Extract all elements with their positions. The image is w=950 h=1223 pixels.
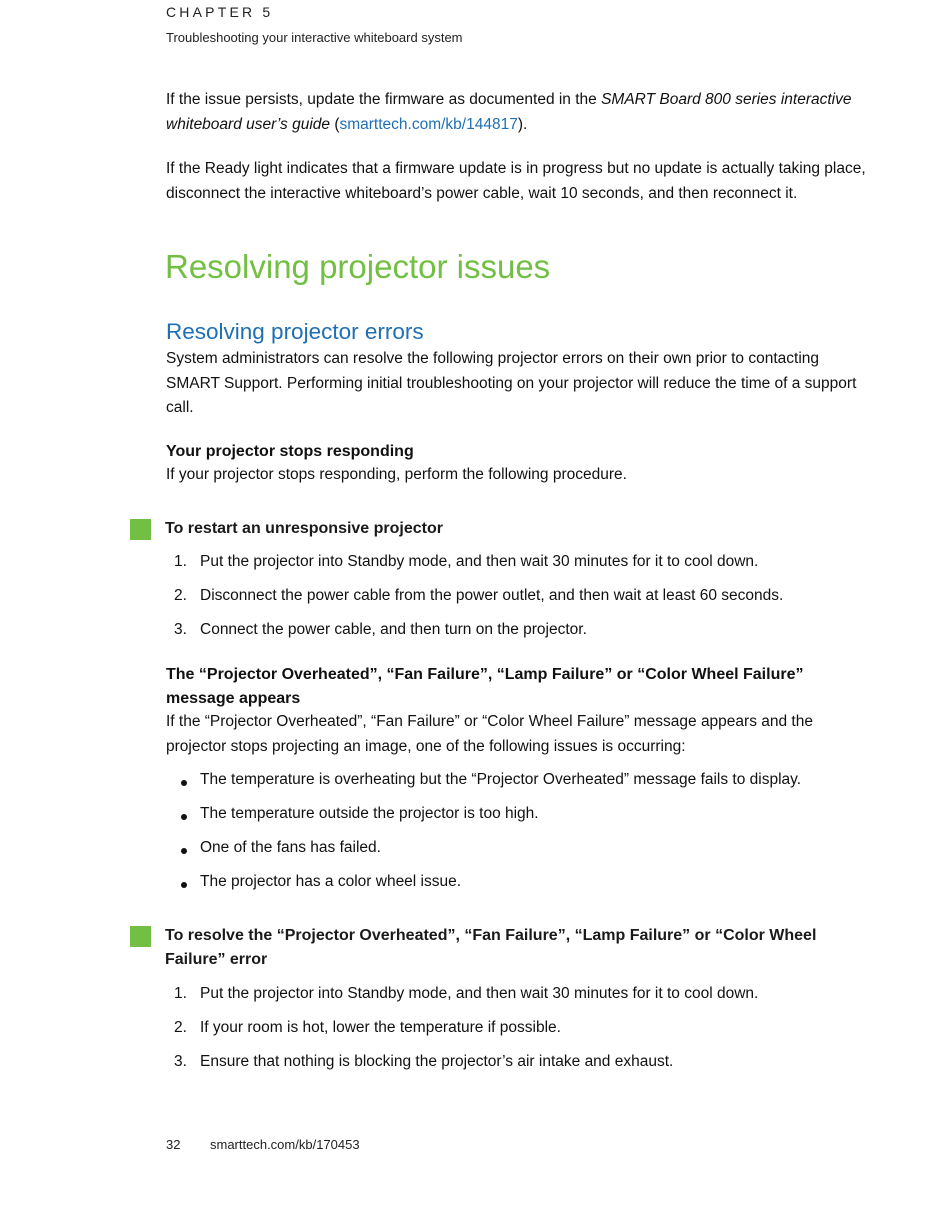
restart-procedure-title: To restart an unresponsive projector <box>165 520 443 537</box>
firmware-guide-link[interactable]: smarttech.com/kb/144817 <box>339 115 518 133</box>
list-item <box>166 802 866 836</box>
list-item <box>166 618 866 652</box>
step-text: Put the projector into Standby mode, and then wait 30 minutes for it to cool down. <box>200 553 759 570</box>
procedure-marker-icon <box>130 519 151 540</box>
bullet-text: The temperature is overheating but the “Projector Overheated” message fails to display. <box>200 771 802 788</box>
step-text: Connect the power cable, and then turn on the projector. <box>200 621 587 638</box>
ready-light-paragraph: If the Ready light indicates that a firmware update is in progress but no update is actually taking place, disconnect the interactive whiteboard’s power cable, wait 10 seconds, and then reconnect it. <box>166 160 866 202</box>
firmware-paragraph <box>166 88 866 137</box>
chapter-title: Troubleshooting your interactive whiteboard system <box>166 30 463 45</box>
users-guide-title: SMART Board 800 series interactive whiteboard user’s guide <box>166 91 852 133</box>
chapter-label: CHAPTER 5 <box>166 4 274 20</box>
restart-steps-list <box>166 550 866 652</box>
list-item <box>166 836 866 870</box>
step-text: Put the projector into Standby mode, and then wait 30 minutes for it to cool down. <box>200 985 759 1002</box>
bullet-icon <box>181 814 187 820</box>
step-number: 2. <box>174 587 187 604</box>
step-number: 2. <box>174 1019 187 1036</box>
bullet-text: The projector has a color wheel issue. <box>200 873 462 890</box>
resolve-steps-list <box>166 982 866 1084</box>
step-number: 3. <box>174 1053 187 1070</box>
overheated-heading: The “Projector Overheated”, “Fan Failure”, “Lamp Failure” or “Color Wheel Failure” message appears <box>166 666 804 707</box>
footer-url: smarttech.com/kb/170453 <box>210 1137 360 1152</box>
firmware-text-before: If the issue persists, update the firmware as documented in the <box>166 91 602 108</box>
section-intro-paragraph: System administrators can resolve the following projector errors on their own prior to contacting SMART Support. Performing initial troubleshooting on your projector will reduce the time of a support call. <box>166 350 857 416</box>
step-text: Ensure that nothing is blocking the projector’s air intake and exhaust. <box>200 1053 674 1070</box>
list-item <box>166 1016 866 1050</box>
list-item <box>166 982 866 1016</box>
list-item <box>166 1050 866 1084</box>
step-number: 3. <box>174 621 187 638</box>
page-number: 32 <box>166 1137 181 1152</box>
section-heading: Resolving projector issues <box>165 248 551 285</box>
procedure-marker-icon <box>130 926 151 947</box>
bullet-icon <box>181 848 187 854</box>
list-item <box>166 768 866 802</box>
step-text: If your room is hot, lower the temperature if possible. <box>200 1019 561 1036</box>
stops-responding-heading: Your projector stops responding <box>166 443 414 460</box>
list-item <box>166 550 866 584</box>
firmware-text-after: ). <box>517 115 528 133</box>
step-number: 1. <box>174 985 187 1002</box>
list-item <box>166 584 866 618</box>
bullet-icon <box>181 780 187 786</box>
stops-responding-text: If your projector stops responding, perform the following procedure. <box>166 466 627 483</box>
issues-bullet-list <box>166 768 866 904</box>
overheated-text: If the “Projector Overheated”, “Fan Failure” or “Color Wheel Failure” message appears and the projector stops projecting an image, one of the following issues is occurring: <box>166 713 813 755</box>
resolve-procedure-title: To resolve the “Projector Overheated”, “Fan Failure”, “Lamp Failure” or “Color Wheel Failure” error <box>165 927 817 968</box>
bullet-text: One of the fans has failed. <box>200 839 381 856</box>
step-number: 1. <box>174 553 187 570</box>
list-item <box>166 870 866 904</box>
firmware-text-mid: ( <box>330 115 340 133</box>
bullet-text: The temperature outside the projector is too high. <box>200 805 539 822</box>
bullet-icon <box>181 882 187 888</box>
step-text: Disconnect the power cable from the power outlet, and then wait at least 60 seconds. <box>200 587 784 604</box>
subsection-heading: Resolving projector errors <box>166 319 424 344</box>
